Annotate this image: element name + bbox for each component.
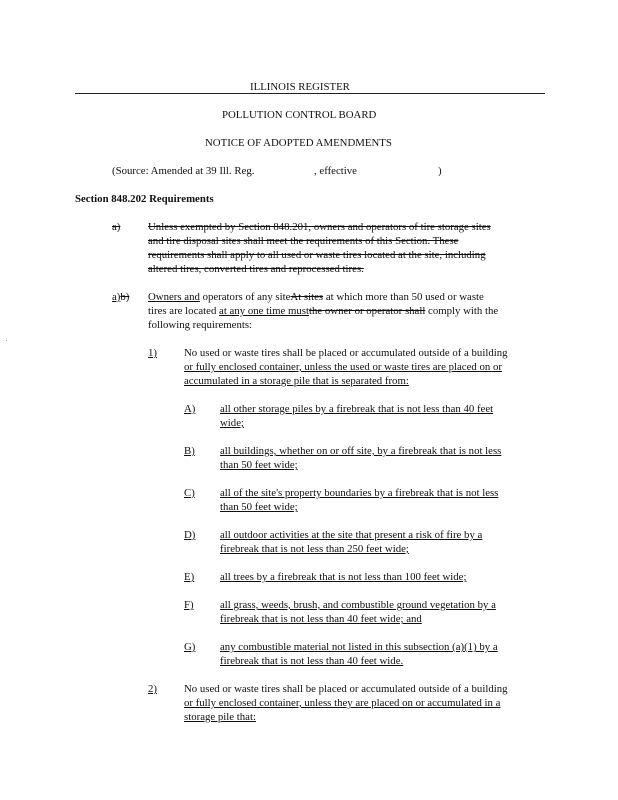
- para-a-old-line: and tire disposal sites shall meet the requirements of this Section. These: [148, 235, 459, 247]
- subitem-label: E): [184, 571, 195, 583]
- subitem-line: wide;: [220, 417, 244, 429]
- scan-speck: [6, 340, 7, 341]
- subitem-line: all trees by a firebreak that is not less than 100 feet wide;: [220, 571, 467, 583]
- deleted-text: At sites: [290, 291, 324, 303]
- subitem-label: A): [184, 403, 196, 415]
- source-open: (Source: Amended at 39 Ill. Reg.: [112, 165, 255, 177]
- subitem-line: than 50 feet wide;: [220, 459, 298, 471]
- item-1-label: 1): [148, 347, 157, 359]
- para-a-old-line: altered tires, converted tires and reprocessed tires.: [148, 263, 364, 275]
- notice-title: NOTICE OF ADOPTED AMENDMENTS: [205, 137, 392, 149]
- para-a-old-line: Unless exempted by Section 848.201, owners and operators of tire storage sites: [148, 221, 491, 233]
- plain-text: operators of any site: [199, 291, 291, 303]
- item-1-line: accumulated in a storage pile that is separated from:: [184, 375, 409, 387]
- item-2-line: or fully enclosed container, unless they are placed on or accumulated in a: [184, 697, 501, 709]
- subitem-line: all grass, weeds, brush, and combustible ground vegetation by a: [220, 599, 496, 611]
- subitem-label: G): [184, 641, 196, 653]
- item-2-line: storage pile that:: [184, 711, 256, 723]
- para-a-line-3: following requirements:: [148, 319, 253, 331]
- subitem-line: any combustible material not listed in this subsection (a)(1) by a: [220, 641, 498, 653]
- item-1-line: No used or waste tires shall be placed or accumulated outside of a building: [184, 347, 508, 359]
- plain-text: comply with the: [425, 305, 499, 317]
- item-2-line: No used or waste tires shall be placed or accumulated outside of a building: [184, 683, 508, 695]
- para-a-label: [112, 290, 129, 304]
- subitem-line: all of the site's property boundaries by a firebreak that is not less: [220, 487, 499, 499]
- source-close: ): [438, 165, 442, 177]
- para-a-old-line: requirements shall apply to all used or waste tires located at the site, including: [148, 249, 486, 261]
- source-effective: , effective: [314, 165, 357, 177]
- item-1-line: or fully enclosed container, unless the used or waste tires are placed on or: [184, 361, 502, 373]
- subitem-line: firebreak that is not less than 40 feet wide.: [220, 655, 404, 667]
- subitem-label: F): [184, 599, 194, 611]
- inserted-text: Owners and: [148, 291, 200, 303]
- inserted-text: at any one time must: [219, 305, 310, 317]
- para-a-line-1: [148, 290, 484, 304]
- subitem-label: D): [184, 529, 196, 541]
- subitem-line: firebreak that is not less than 250 feet wide;: [220, 543, 409, 555]
- subitem-line: all outdoor activities at the site that present a risk of fire by a: [220, 529, 483, 541]
- board-title: POLLUTION CONTROL BOARD: [222, 109, 377, 121]
- item-2-label: 2): [148, 683, 157, 695]
- para-a-old-label: a): [112, 221, 121, 233]
- subitem-label: C): [184, 487, 195, 499]
- para-a-label-new: a): [112, 291, 121, 303]
- para-a-label-old: b): [120, 291, 130, 303]
- subitem-line: than 50 feet wide;: [220, 501, 298, 513]
- section-heading: Section 848.202 Requirements: [75, 193, 214, 205]
- subitem-line: firebreak that is not less than 40 feet wide; and: [220, 613, 422, 625]
- plain-text: at which more than 50 used or waste: [323, 291, 484, 303]
- para-a-line-2: [148, 304, 498, 318]
- register-title: ILLINOIS REGISTER: [250, 81, 350, 93]
- plain-text: tires are located: [148, 305, 220, 317]
- subitem-line: all buildings, whether on or off site, by a firebreak that is not less: [220, 445, 502, 457]
- subitem-label: B): [184, 445, 195, 457]
- deleted-text: the owner or operator shall: [309, 305, 426, 317]
- subitem-line: all other storage piles by a firebreak that is not less than 40 feet: [220, 403, 494, 415]
